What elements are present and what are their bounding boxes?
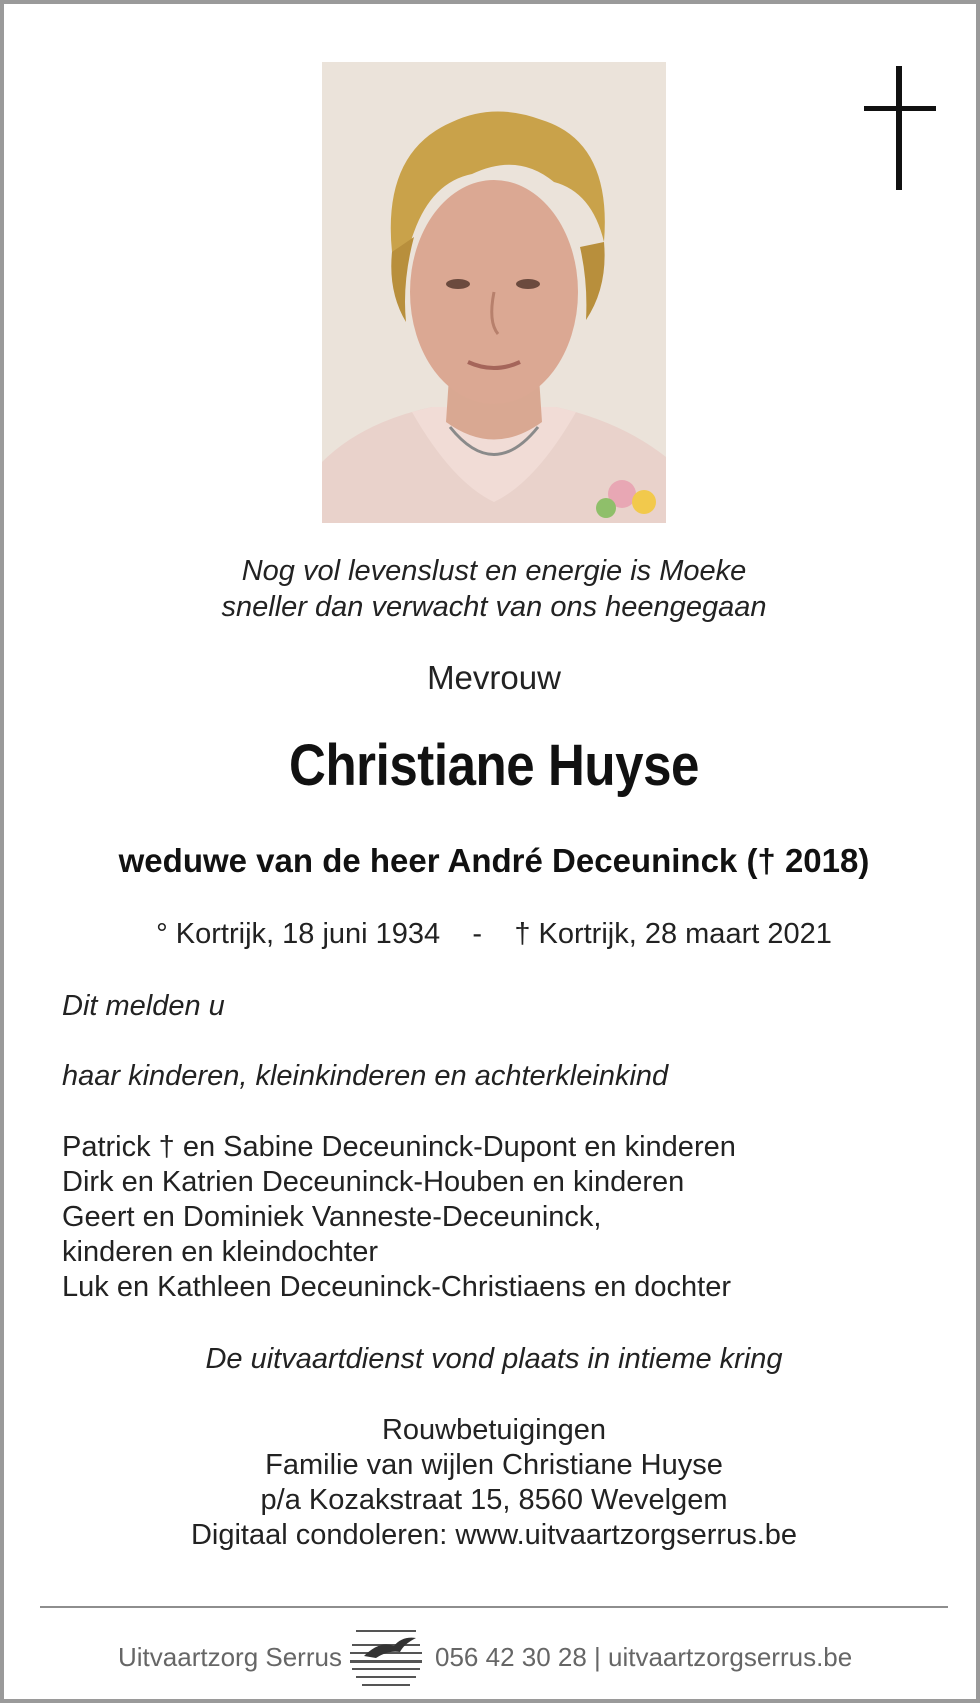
footer xyxy=(4,1622,980,1692)
condolences-heading: Rouwbetuigingen xyxy=(381,1414,607,1446)
bird-logo-icon xyxy=(350,1626,422,1690)
relatives-list xyxy=(62,1130,736,1305)
death-date: † Kortrijk, 28 maart 2021 xyxy=(514,918,832,950)
relative-line: Luk en Kathleen Deceuninck-Christiaens en dochter xyxy=(62,1271,732,1303)
honorific: Mevrouw xyxy=(427,659,561,696)
motto xyxy=(4,553,980,625)
funeral-home-contact[interactable]: 056 42 30 28 | uitvaartzorgserrus.be xyxy=(435,1642,853,1672)
relative-line: Dirk en Katrien Deceuninck-Houben en kinderen xyxy=(62,1166,685,1198)
condolences-online[interactable]: Digitaal condoleren: www.uitvaartzorgserrus.be xyxy=(190,1519,798,1551)
funeral-note: De uitvaartdienst vond plaats in intieme kring xyxy=(205,1343,783,1375)
cross-icon xyxy=(864,66,936,190)
birth-date: ° Kortrijk, 18 juni 1934 xyxy=(156,918,441,950)
motto-line-1: Nog vol levenslust en energie is Moeke xyxy=(241,555,747,587)
announcement: Dit melden u xyxy=(62,990,225,1022)
portrait-photo xyxy=(322,62,666,523)
motto-line-2: sneller dan verwacht van ons heengegaan xyxy=(221,591,767,623)
date-separator: - xyxy=(472,918,483,950)
condolences-block xyxy=(4,1413,980,1553)
deceased-name: Christiane Huyse xyxy=(289,733,699,798)
footer-divider xyxy=(40,1606,948,1608)
spouse-line: weduwe van de heer André Deceuninck († 2018) xyxy=(118,842,870,879)
condolences-address: p/a Kozakstraat 15, 8560 Wevelgem xyxy=(260,1484,728,1516)
family-intro: haar kinderen, kleinkinderen en achterkleinkind xyxy=(62,1060,669,1092)
relative-line: Patrick † en Sabine Deceuninck-Dupont en kinderen xyxy=(62,1131,736,1163)
life-dates xyxy=(4,918,980,951)
condolences-family: Familie van wijlen Christiane Huyse xyxy=(265,1449,723,1481)
relative-line: Geert en Dominiek Vanneste-Deceuninck, xyxy=(62,1201,602,1233)
relative-line: kinderen en kleindochter xyxy=(62,1236,378,1268)
funeral-home-name: Uitvaartzorg Serrus xyxy=(118,1642,342,1672)
